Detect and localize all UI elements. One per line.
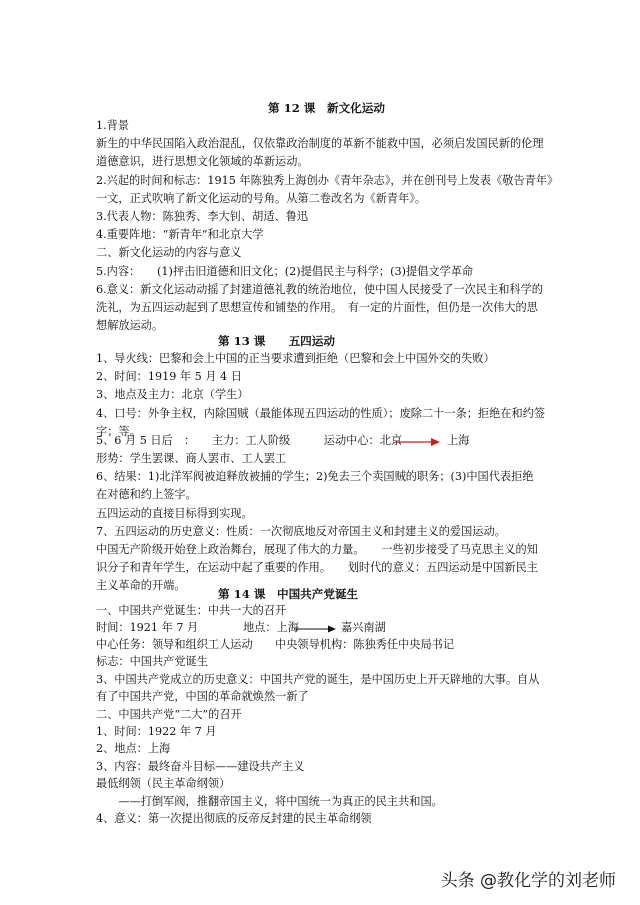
text-line: 6.意义：新文化运动动摇了封建道德礼教的统治地位，使中国人民接受了一次民主和科学的 — [96, 282, 543, 296]
text-line: 5.内容： (1)抨击旧道德和旧文化；(2)提倡民主与科学；(3)提倡文学革命 — [96, 264, 474, 278]
text-line: 1.背景 — [96, 119, 130, 132]
arrow-beijing-shanghai — [395, 436, 441, 448]
text-line: 字；等。 — [96, 424, 141, 438]
text-line: 洗礼，为五四运动起到了思想宣传和铺垫的作用。 有一定的片面性，但仍是一次伟大的思 — [96, 301, 538, 314]
text-line: 二、中国共产党“二大”的召开 — [96, 707, 242, 721]
text-line: 五四运动的直接目标得到实现。 — [96, 506, 253, 520]
text-line: 1、导火线：巴黎和会上中国的正当要求遭到拒绝（巴黎和会上中国外交的失败） — [96, 352, 495, 365]
watermark-text: 头条 @教化学的刘老师 — [440, 871, 616, 891]
june5-suffix: 上海 — [447, 434, 470, 447]
text-line: 有了中国共产党，中国的革命就焕然一新了 — [96, 690, 309, 704]
lesson14-line1: 一、中国共产党诞生：中共一大的召开 — [96, 604, 287, 617]
lesson14-title: 第 14 课 中国共产党诞生 — [218, 587, 359, 601]
arrow-shanghai-jiaxing — [294, 623, 338, 635]
text-line: 想解放运动。 — [96, 319, 164, 333]
time-suffix: 嘉兴南湖 — [341, 621, 386, 634]
text-line: 4.重要阵地：“新青年”和北京大学 — [96, 228, 264, 242]
text-line: 1、时间：1922 年 7 月 — [96, 725, 217, 738]
text-line: 3、中国共产党成立的历史意义：中国共产党的诞生，是中国历史上开天辟地的大事。自从 — [96, 672, 540, 686]
june5-prefix: 5、6 月 5 日后 ： 主力：工人阶级 运动中心：北京 — [96, 434, 403, 447]
text-line: 二、新文化运动的内容与意义 — [96, 246, 242, 260]
text-line: 4、口号：外争主权，内除国贼（最能体现五四运动的性质）；废除二十一条；拒绝在和约签 — [96, 406, 546, 420]
text-line: 标志：中国共产党诞生 — [96, 655, 208, 669]
text-line: 6、结果：1)北洋军阀被迫释放被捕的学生；2)免去三个卖国贼的职务；(3)中国代表拒绝 — [96, 470, 534, 484]
text-line: 中国无产阶级开始登上政治舞台，展现了伟大的力量。 一些初步接受了马克思主义的知 — [96, 543, 538, 556]
text-line: 形势：学生罢课、商人罢市、工人罢工 — [96, 452, 287, 465]
text-line: 中心任务：领导和组织工人运动 中央领导机构：陈独秀任中央局书记 — [96, 638, 455, 651]
lesson12-title: 第 12 课 新文化运动 — [268, 101, 385, 115]
text-line: 3、地点及主力：北京（学生） — [96, 388, 249, 402]
text-line: 7、五四运动的历史意义：性质：一次彻底地反对帝国主义和封建主义的爱国运动。 — [96, 524, 506, 538]
watermark — [441, 866, 616, 891]
text-line: 新生的中华民国陷入政治混乱，仅依靠政治制度的革新不能救中国，必须启发国民新的伦理 — [96, 137, 544, 151]
text-line: 3、内容：最终奋斗目标——建设共产主义 — [96, 759, 305, 773]
text-line: 在对德和约上签字。 — [96, 488, 197, 502]
text-line: 3.代表人物：陈独秀、李大钊、胡适、鲁迅 — [96, 210, 309, 223]
text-line: 一文，正式吹响了新文化运动的号角。从第二卷改名为《新青年》。 — [96, 191, 427, 205]
text-line: 2、地点：上海 — [96, 742, 171, 756]
text-line: 4、意义：第一次提出彻底的反帝反封建的民主革命纲领 — [96, 812, 372, 825]
text-line: 2、时间：1919 年 5 月 4 日 — [96, 370, 242, 384]
lesson13-title: 第 13 课 五四运动 — [218, 334, 335, 348]
text-line: 最低纲领（民主革命纲领） — [96, 777, 231, 791]
text-line: 主义革命的开端。 — [96, 579, 186, 593]
text-line: 道德意识，进行思想文化领域的革新运动。 — [96, 155, 309, 169]
june5-line — [96, 433, 402, 449]
text-line: ——打倒军阀，推翻帝国主义，将中国统一为真正的民主共和国。 — [96, 794, 443, 808]
time-line: 时间：1921 年 7 月 地点：上海 — [96, 621, 299, 634]
text-line: 2.兴起的时间和标志：1915 年陈独秀上海创办《青年杂志》，并在创刊号上发表《敬告青年》 — [96, 173, 559, 187]
text-line: 识分子和青年学生，在运动中起了重要的作用。 划时代的意义：五四运动是中国新民主 — [96, 561, 538, 575]
